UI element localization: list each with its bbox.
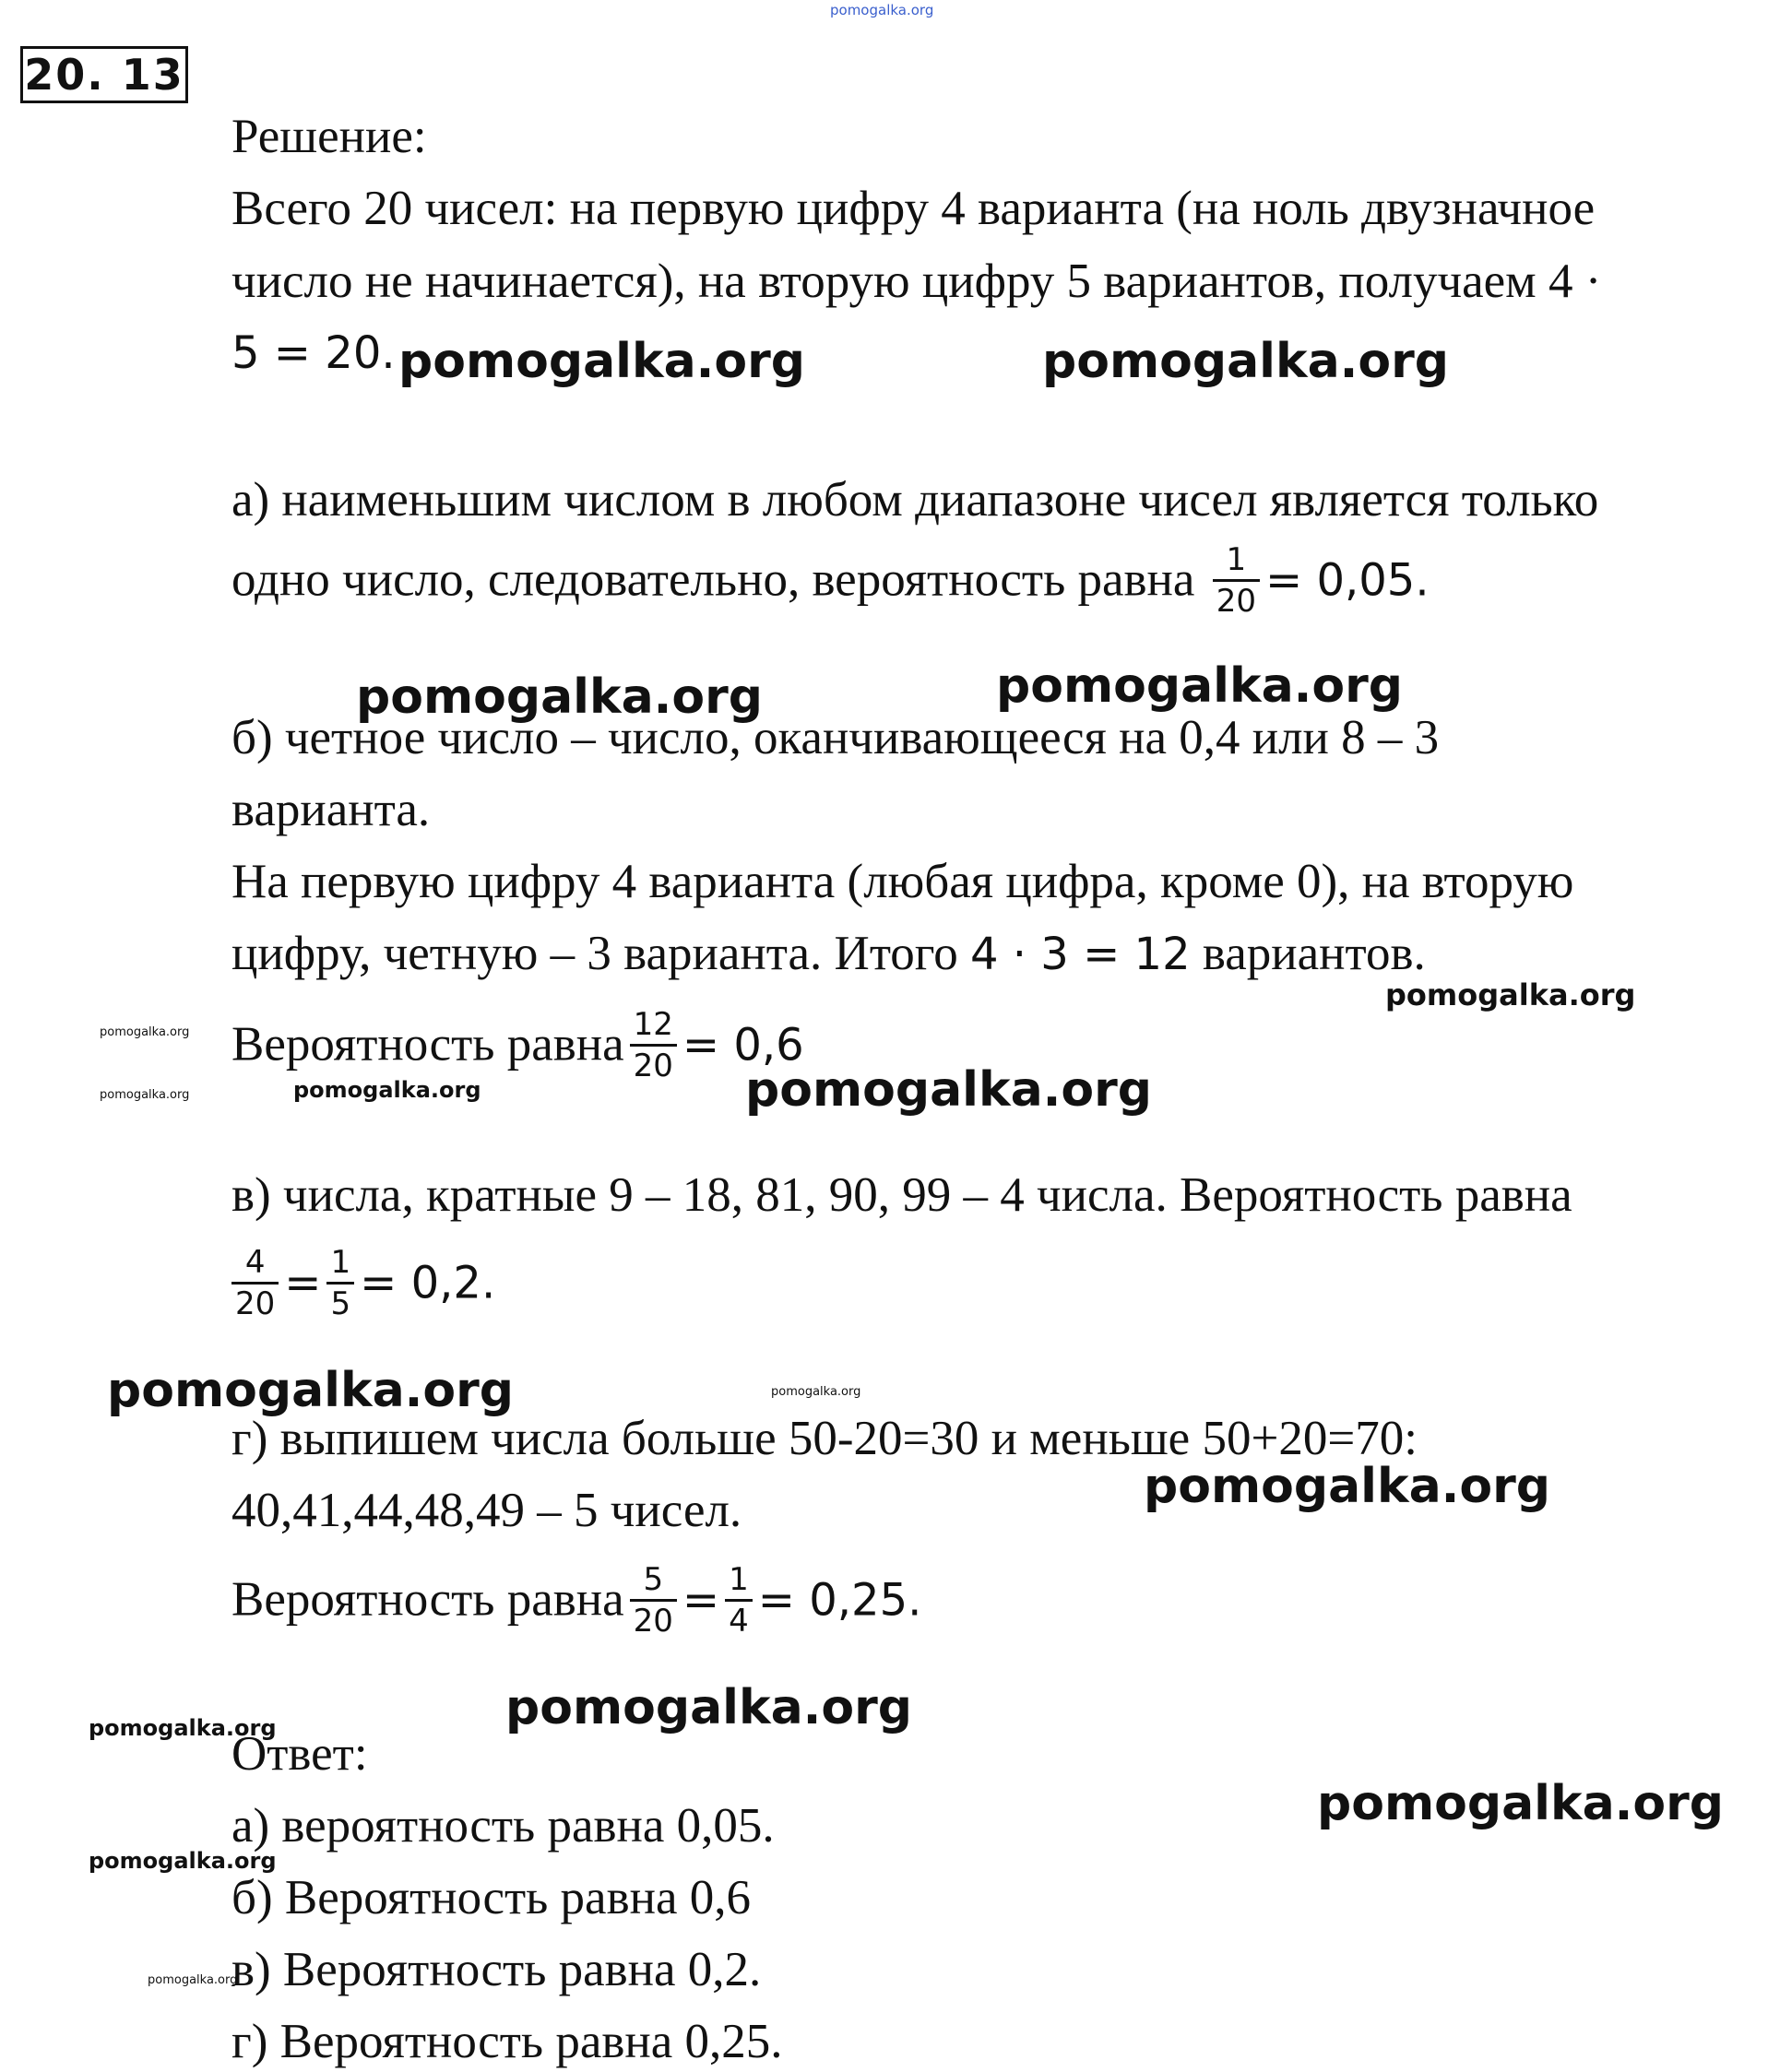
watermark: pomogalka.org (1144, 1459, 1551, 1514)
answer-b: б) Вероятность равна 0,6 (231, 1871, 751, 1924)
answer-c: в) Вероятность равна 0,2. (231, 1943, 762, 1996)
part-d-line-3: Вероятность равна $\frac{5}{20}$ = $\frac{1}{4}$ = 0,25. (231, 1561, 922, 1640)
top-watermark: pomogalka.org (830, 2, 934, 18)
part-b-text: цифру, четную – 3 варианта. Итого (231, 927, 958, 980)
part-c-fraction-2: $\frac{1}{5}$ (326, 1245, 354, 1321)
part-b-result: = 0,6 (682, 1019, 804, 1072)
part-b-line-4 (231, 926, 1426, 982)
part-d-line-1: г) выпишем числа больше 50-20=30 и меньше 50+20=70: (231, 1412, 1418, 1465)
watermark: pomogalka.org (293, 1077, 481, 1103)
part-a-fraction: $\frac{1}{20}$ (1213, 542, 1260, 619)
part-d-prob-label: Вероятность равна (231, 1572, 624, 1627)
part-d-result: = 0,25. (757, 1574, 922, 1627)
part-c-line-1: в) числа, кратные 9 – 18, 81, 90, 99 – 4 числа. Вероятность равна (231, 1168, 1572, 1222)
part-d-fraction-2: $\frac{1}{4}$ (725, 1562, 753, 1639)
watermark: pomogalka.org (771, 1385, 861, 1399)
part-c-line-2: $\frac{4}{20}$ = $\frac{1}{5}$ = 0,2. (231, 1249, 495, 1325)
solution-intro-line-1: Всего 20 чисел: на первую цифру 4 варианта (на ноль двузначное (231, 182, 1596, 235)
part-b-fraction: $\frac{12}{20}$ (630, 1007, 677, 1083)
watermark: pomogalka.org (356, 669, 764, 725)
part-a-line-2 (231, 541, 1430, 622)
solution-intro-line-2: число не начинается), на вторую цифру 5 вариантов, получаем 4 · (231, 255, 1602, 308)
watermark: pomogalka.org (100, 1025, 190, 1039)
part-c-result: = 0,2. (360, 1257, 496, 1309)
watermark: pomogalka.org (505, 1680, 913, 1735)
part-b-product: 4 · 3 = 12 (969, 929, 1191, 980)
part-a-result: = 0,05. (1264, 554, 1430, 607)
solution-intro-line-3 (231, 325, 396, 381)
answer-d: г) Вероятность равна 0,25. (231, 2015, 783, 2068)
answer-heading: Ответ: (231, 1727, 368, 1781)
watermark: pomogalka.org (107, 1363, 515, 1418)
watermark: pomogalka.org (1385, 977, 1636, 1012)
part-c-fraction-1: $\frac{4}{20}$ (231, 1245, 279, 1321)
part-a-line-1: а) наименьшим числом в любом диапазоне чисел является только (231, 473, 1599, 527)
part-b-end: вариантов. (1202, 927, 1426, 980)
watermark: pomogalka.org (745, 1062, 1153, 1118)
part-d-fraction-1: $\frac{5}{20}$ (630, 1562, 677, 1639)
part-b-line-2: варианта. (231, 783, 431, 836)
watermark: pomogalka.org (89, 1848, 277, 1874)
part-b-line-3: На первую цифру 4 варианта (любая цифра, кроме 0), на вторую (231, 855, 1574, 908)
watermark: pomogalka.org (89, 1715, 277, 1741)
watermark: pomogalka.org (100, 1088, 190, 1102)
part-b-prob-label: Вероятность равна (231, 1017, 624, 1072)
answer-a: а) вероятность равна 0,05. (231, 1799, 775, 1853)
part-a-text: одно число, следовательно, вероятность равна (231, 552, 1195, 607)
watermark: pomogalka.org (148, 1973, 238, 1987)
watermark: pomogalka.org (1317, 1776, 1725, 1831)
solution-heading: Решение: (231, 110, 427, 163)
intro-equation: 5 = 20. (231, 327, 396, 379)
task-number-box: 20. 13 (20, 46, 188, 103)
watermark: pomogalka.org (996, 658, 1404, 714)
part-b-line-5 (231, 1006, 804, 1087)
watermark: pomogalka.org (1042, 334, 1450, 389)
part-b-line-1: б) четное число – число, оканчивающееся на 0,4 или 8 – 3 (231, 711, 1440, 764)
part-d-line-2: 40,41,44,48,49 – 5 чисел. (231, 1484, 742, 1537)
watermark: pomogalka.org (398, 334, 806, 389)
